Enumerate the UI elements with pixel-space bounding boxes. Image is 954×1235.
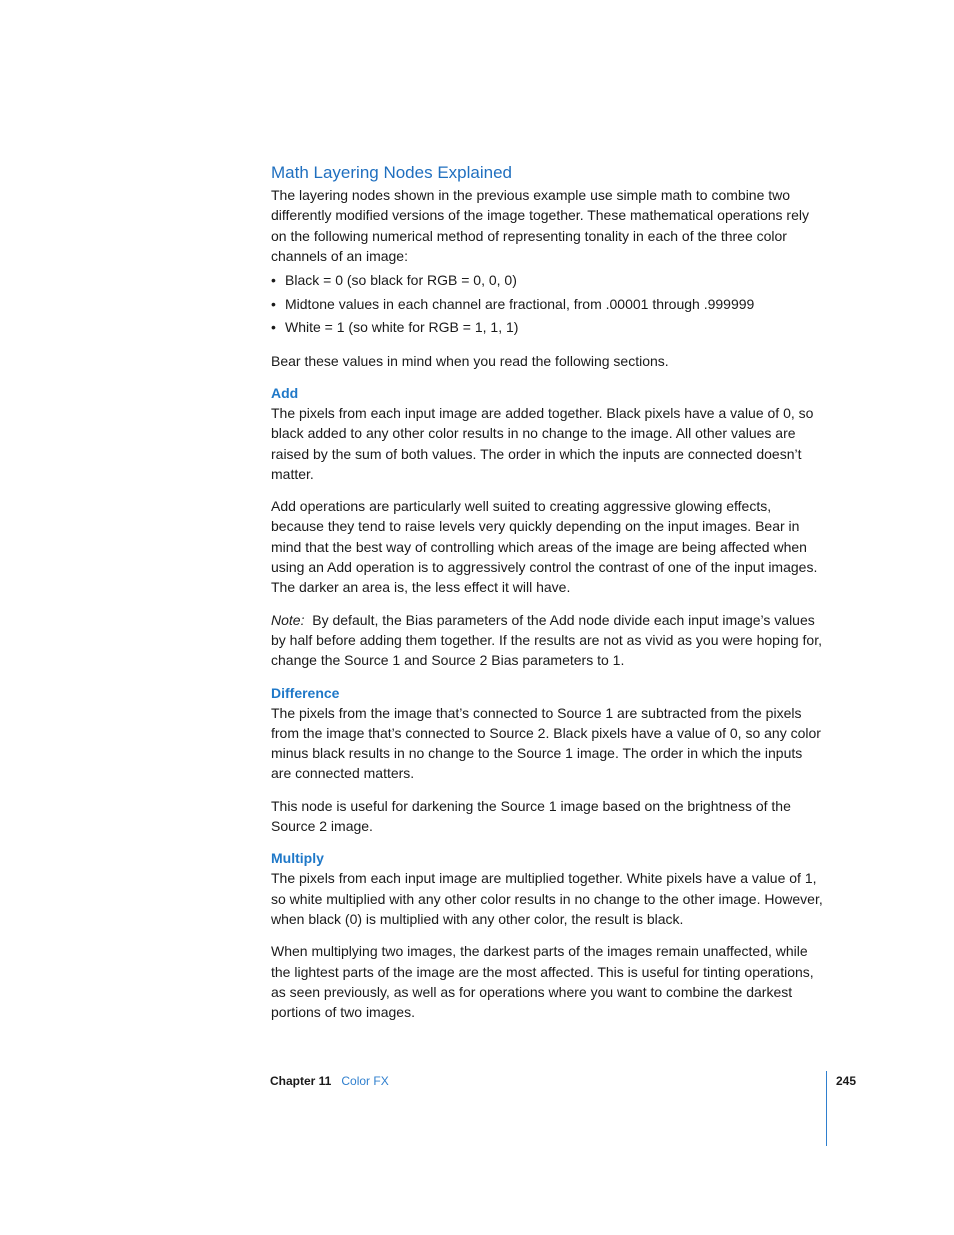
page-number: 245 <box>836 1074 857 1088</box>
add-paragraph-1: The pixels from each input image are added together. Black pixels have a value of 0, so black added to any other color results in no change to the image. All other values are raised by the sum of both values. The order in which the inputs are connected doesn’t matter. <box>271 404 814 482</box>
tonality-list <box>271 270 826 337</box>
bullet-icon: • <box>271 295 276 312</box>
list-item <box>271 270 826 290</box>
section-heading: Math Layering Nodes Explained <box>271 163 512 182</box>
note-text: By default, the Bias parameters of the Add node divide each input image’s values by half before adding them together. If the results are not as vivid as you were hoping for, change the Source 1 and Source 2 Bias parameters to 1. <box>271 611 822 669</box>
multiply-paragraph-2: When multiplying two images, the darkest parts of the images remain unaffected, while the lightest parts of the image are the most affected. This is useful for tinting operations, as seen previously, as well as for operations where you want to combine the darkest portions of two images. <box>271 943 814 1021</box>
add-note <box>271 610 826 671</box>
add-heading: Add <box>271 384 299 401</box>
page-footer <box>270 1072 389 1090</box>
add-paragraph-2: Add operations are particularly well suited to creating aggressive glowing effects, because they tend to raise levels very quickly depending on the input images. Bear in mind that the best way of controlling which areas of the image are being affected when using an Add operation is to aggressively control the contrast of one of the input images. The darker an area is, the less effect it will have. <box>271 498 818 596</box>
intro-after-paragraph: Bear these values in mind when you read the following sections. <box>271 352 669 369</box>
list-item <box>271 317 826 337</box>
footer-divider <box>826 1071 827 1146</box>
list-item-text: Black = 0 (so black for RGB = 0, 0, 0) <box>285 272 517 289</box>
difference-paragraph-1: The pixels from the image that’s connected to Source 1 are subtracted from the pixels from the image that’s connected to Source 2. Black pixels have a value of 0, so any color minus black results in no change to the Source 1 image. The order in which the inputs are connected matters. <box>271 704 821 782</box>
list-item-text: White = 1 (so white for RGB = 1, 1, 1) <box>285 319 519 336</box>
list-item <box>271 294 826 314</box>
multiply-heading: Multiply <box>271 850 324 867</box>
difference-heading: Difference <box>271 684 340 701</box>
intro-paragraph: The layering nodes shown in the previous example use simple math to combine two differently modified versions of the image together. These mathematical operations rely on the following numerical method of representing tonality in each of the three color channels of an image: <box>271 187 809 264</box>
bullet-icon: • <box>271 319 276 336</box>
chapter-label: Chapter 11 <box>270 1074 332 1088</box>
main-content <box>271 162 826 1022</box>
list-item-text: Midtone values in each channel are fractional, from .00001 through .999999 <box>285 295 755 312</box>
difference-paragraph-2: This node is useful for darkening the Source 1 image based on the brightness of the Source 2 image. <box>271 797 791 835</box>
chapter-title-link[interactable]: Color FX <box>341 1074 389 1088</box>
note-label: Note: <box>271 611 305 628</box>
multiply-paragraph-1: The pixels from each input image are multiplied together. White pixels have a value of 1, so white multiplied with any other color results in no change to the other image. However, when black (0) is multiplied with any other color, the result is black. <box>271 870 823 927</box>
bullet-icon: • <box>271 272 276 289</box>
